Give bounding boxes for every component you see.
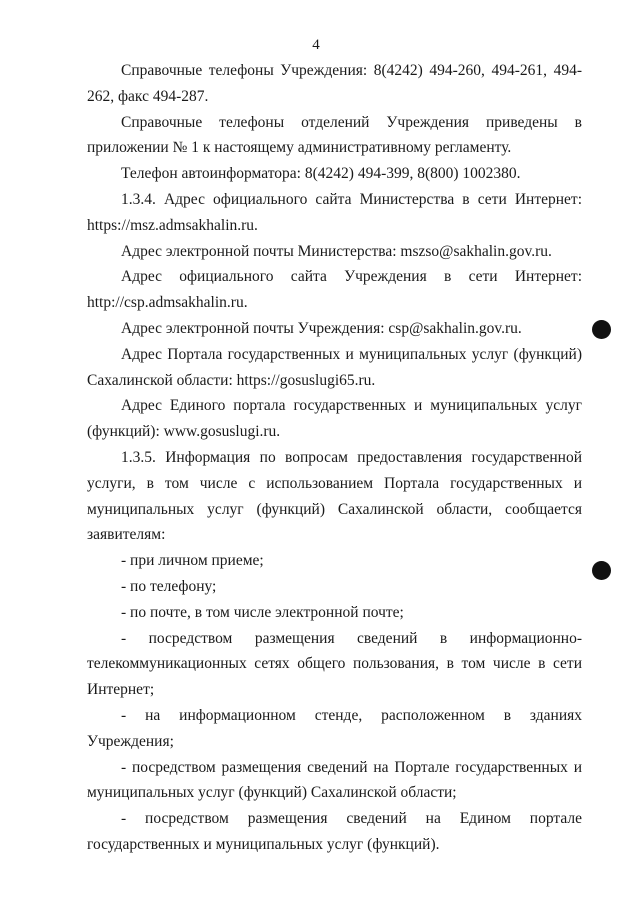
paragraph-unified-portal: Адрес Единого портала государственных и муниципальных услуг (функций): www.gosuslugi.ru. [87,397,582,441]
list-item-telephone: - по телефону; [121,577,217,595]
paragraph-institution-email: Адрес электронной почты Учреждения: csp@sakhalin.gov.ru. [121,319,522,337]
paragraph-regional-portal: Адрес Портала государственных и муниципальных услуг (функций) Сахалинской области: https://gosuslugi65.ru. [87,345,582,389]
paragraph-ministry-email: Адрес электронной почты Министерства: mszso@sakhalin.gov.ru. [121,242,552,260]
list-item-regional-portal: - посредством размещения сведений на Портале государственных и муниципальных услуг (функций) Сахалинской области; [87,758,582,802]
paragraph-department-phones: Справочные телефоны отделений Учреждения приведены в приложении № 1 к настоящему административному регламенту. [87,113,582,157]
list-item-personal-reception: - при личном приеме; [121,552,264,570]
list-item-info-stand: - на информационном стенде, расположенном в зданиях Учреждения; [87,706,582,750]
paragraph-institution-website: Адрес официального сайта Учреждения в сети Интернет: http://csp.admsakhalin.ru. [87,268,582,312]
punch-hole-mark [592,320,611,339]
list-item-unified-portal: - посредством размещения сведений на Едином портале государственных и муниципальных услуг (функций). [87,810,582,853]
paragraph-reference-phones: Справочные телефоны Учреждения: 8(4242) 494-260, 494-261, 494-262, факс 494-287. [87,62,582,105]
paragraph-information-provision: 1.3.5. Информация по вопросам предоставления государственной услуги, в том числе с использованием Портала государственных и муниципальных услуг (функций) Сахалинской области, сообщается заявителям: [87,448,582,544]
paragraph-autoinformer-phone: Телефон автоинформатора: 8(4242) 494-399, 8(800) 1002380. [121,165,521,183]
list-item-mail: - по почте, в том числе электронной почте; [121,603,404,621]
page-number: 4 [312,37,320,53]
punch-hole-mark [592,561,611,580]
paragraph-ministry-website: 1.3.4. Адрес официального сайта Министерства в сети Интернет: https://msz.admsakhalin.ru. [87,190,582,234]
list-item-public-networks: - посредством размещения сведений в информационно-телекоммуникационных сетях общего пользования, в том числе в сети Интернет; [87,629,582,699]
document-body [87,58,582,858]
